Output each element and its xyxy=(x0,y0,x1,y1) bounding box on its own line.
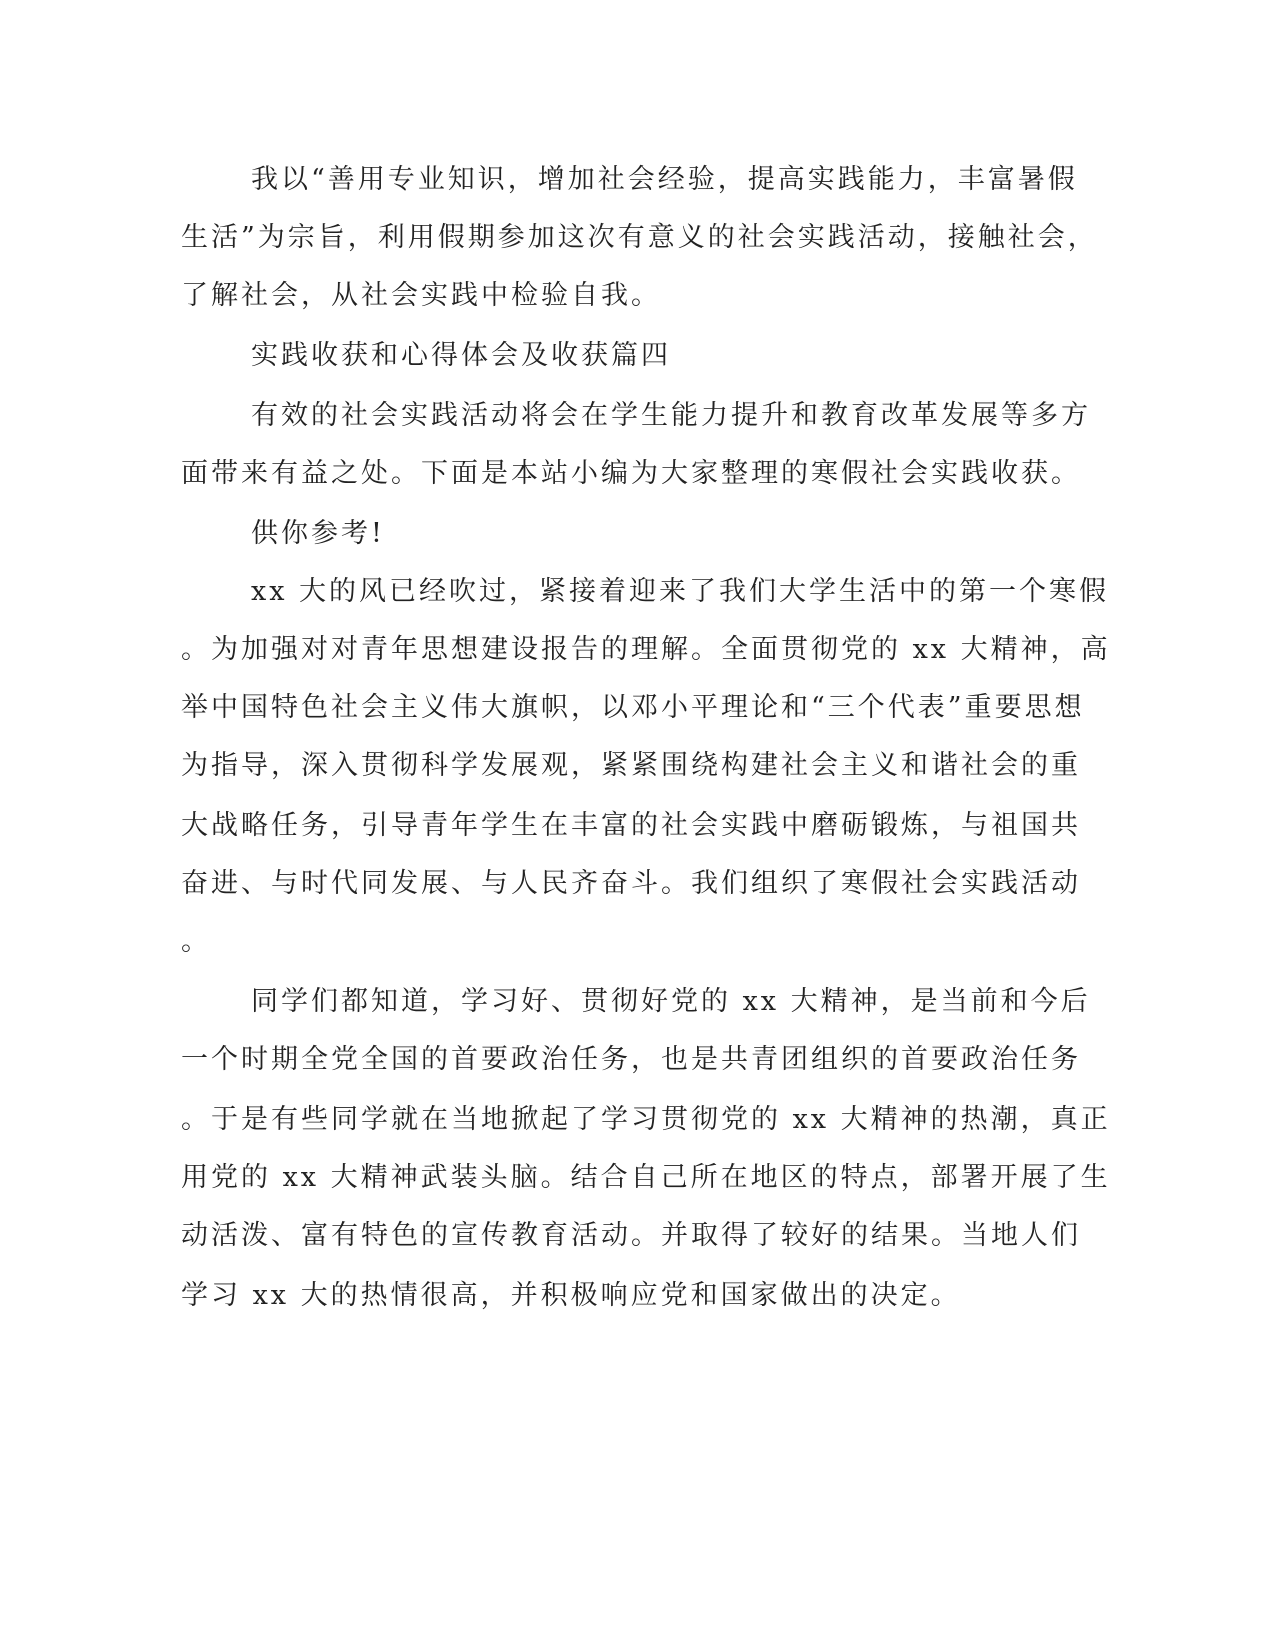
text-line-5: 有效的社会实践活动将会在学生能力提升和教育改革发展等多方 xyxy=(251,400,1091,431)
text-line-17: 。于是有些同学就在当地掀起了学习贯彻党的 xx 大精神的热潮，真正 xyxy=(181,1104,1111,1135)
text-line-6: 面带来有益之处。下面是本站小编为大家整理的寒假社会实践收获。 xyxy=(181,458,1081,489)
text-line-19: 动活泼、富有特色的宣传教育活动。并取得了较好的结果。当地人们 xyxy=(181,1220,1081,1251)
text-line-12: 大战略任务，引导青年学生在丰富的社会实践中磨砺锻炼，与祖国共 xyxy=(181,810,1081,841)
text-line-8: xx 大的风已经吹过，紧接着迎来了我们大学生活中的第一个寒假 xyxy=(251,576,1110,607)
text-line-15: 同学们都知道，学习好、贯彻好党的 xx 大精神，是当前和今后 xyxy=(251,986,1091,1017)
text-line-3: 了解社会，从社会实践中检验自我。 xyxy=(181,280,661,311)
text-line-14: 。 xyxy=(181,926,211,957)
text-line-20: 学习 xx 大的热情很高，并积极响应党和国家做出的决定。 xyxy=(181,1280,961,1311)
text-line-10: 举中国特色社会主义伟大旗帜，以邓小平理论和“三个代表”重要思想 xyxy=(181,692,1085,723)
text-line-1: 我以“善用专业知识，增加社会经验，提高实践能力，丰富暑假 xyxy=(251,164,1078,195)
text-line-7: 供你参考! xyxy=(251,518,385,549)
text-line-9: 。为加强对对青年思想建设报告的理解。全面贯彻党的 xx 大精神，高 xyxy=(181,634,1111,665)
text-line-18: 用党的 xx 大精神武装头脑。结合自己所在地区的特点，部署开展了生 xyxy=(181,1162,1111,1193)
text-line-13: 奋进、与时代同发展、与人民齐奋斗。我们组织了寒假社会实践活动 xyxy=(181,868,1081,899)
text-line-2: 生活”为宗旨，利用假期参加这次有意义的社会实践活动，接触社会， xyxy=(181,222,1098,253)
text-line-16: 一个时期全党全国的首要政治任务，也是共青团组织的首要政治任务 xyxy=(181,1044,1081,1075)
section-heading: 实践收获和心得体会及收获篇四 xyxy=(251,340,671,371)
text-line-11: 为指导，深入贯彻科学发展观，紧紧围绕构建社会主义和谐社会的重 xyxy=(181,750,1081,781)
